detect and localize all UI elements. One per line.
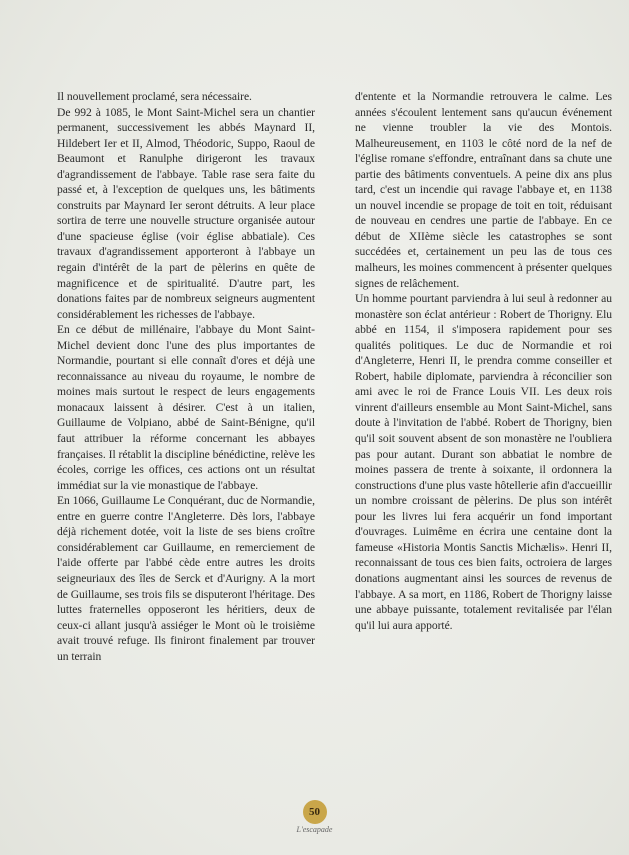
paragraph: Il nouvellement proclamé, sera nécessaire.: [57, 90, 252, 103]
brand-signature: L'escapade: [296, 825, 333, 834]
paragraph: De 992 à 1085, le Mont Saint-Michel sera un chantier permanent, successivement les abbés Maynard II, Hildebert Ier et II, Almod, Théodoric, Suppo, Raoul de Beaumont et Ranulphe dirigeront les travaux d'agrandissement de l'abbaye. Table rase sera faite du passé et, à l'exception de quelques uns, les bâtiments construits par Maynard Ier seront détruits. A leur place sortira de terre une nouvelle structure organisée autour d'une spacieuse église (voir église abbatiale). Ces travaux d'agrandissement apporteront à l'abbaye un regain d'intérêt de la part de pèlerins en quête de magnificence et de spiritualité. D'autre part, les donations faites par de nombreux seigneurs augmentent considérablement les richesses de l'abbaye.: [57, 105, 315, 321]
paragraph: Un homme pourtant parviendra à lui seul à redonner au monastère son éclat antérieur : Robert de Thorigny. Elu abbé en 1154, il s'imposera rapidement pour ses qualités politiques. Le duc de Normandie et roi d'Angleterre, Henri II, le prendra comme conseiller et Robert, habile diplomate, parviendra à réconcilier son ami avec le roi de France Louis VII. Les deux rois vinrent d'ailleurs ensemble au Mont Saint-Michel, sans doute à l'invitation de l'abbé. Robert de Thorigny, bien qu'il soit souvent absent de son monastère ne l'oubliera pas pour autant. Durant son abbatiat le nombre de moines passera de trente à soixante, il ordonnera la constructions d'une plus vaste hôtellerie afin d'accueillir un nombre croissant de pèlerins. De plus son intérêt pour les livres lui fera acquérir un fond important d'ouvrages. Luimême en écrira une centaine dont la fameuse «Historia Montis Sanctis Michælis». Henri II, reconnaissant de tous ces bien faits, octroiera de larges donations augmentant ainsi les sources de revenus de l'abbaye. A sa mort, en 1186, Robert de Thorigny laisse une abbaye puissante, totalement revitalisée par l'élan qu'il lui aura apporté.: [355, 292, 612, 632]
paragraph: d'entente et la Normandie retrouvera le calme. Les années s'écoulent lentement sans qu'aucun événement ne vienne troubler la vie des Montois. Malheureusement, en 1103 le côté nord de la nef de l'église romane s'effondre, entraînant dans sa chute une partie des bâtiments conventuels. A peine dix ans plus tard, c'est un incendie qui ravage l'abbaye et, en 1138 un nouvel incendie se propage de toit en toit, réduisant de nouveau en cendres une partie de l'abbaye. En ce début de XIIème siècle les catastrophes se sont succédées et, certainement un peu las de tous ces malheurs, les moines commencent à présenter quelques signes de relâchement.: [355, 90, 612, 290]
page-number-badge: 50: [303, 800, 327, 824]
paragraph: En ce début de millénaire, l'abbaye du Mont Saint-Michel devient donc l'une des plus importantes de Normandie, pourtant si elle connaît d'ores et déjà une reconnaissance au niveau du royaume, le nombre de moines mais surtout le respect de leurs engagements monacaux laissent à désirer. C'est à un italien, Guillaume de Volpiano, abbé de Saint-Bénigne, qu'il faut attribuer la réforme concernant les abbayes françaises. Il rétablit la discipline bénédictine, relève les écoles, corrige les offices, ces actions ont un résultat immédiat sur la vie monastique de l'abbaye.: [57, 323, 315, 492]
text-column-right: [355, 89, 612, 633]
text-column-left: [57, 89, 315, 664]
page-footer: [0, 800, 629, 834]
paragraph: En 1066, Guillaume Le Conquérant, duc de Normandie, entre en guerre contre l'Angleterre. Dès lors, l'abbaye déjà richement dotée, voit la liste de ses biens croître considérablement car Guillaume, en remerciement de l'aide offerte par l'abbé cède entre autres les droits seigneuriaux des îles de Serck et d'Aurigny. A la mort de Guillaume, ses trois fils se disputeront l'héritage. Des luttes fraternelles opposeront les héritiers, deux de ceux-ci allant jusqu'à assiéger le Mont où le troisième avait trouvé refuge. Ils finiront finalement par trouver un terrain: [57, 494, 316, 663]
